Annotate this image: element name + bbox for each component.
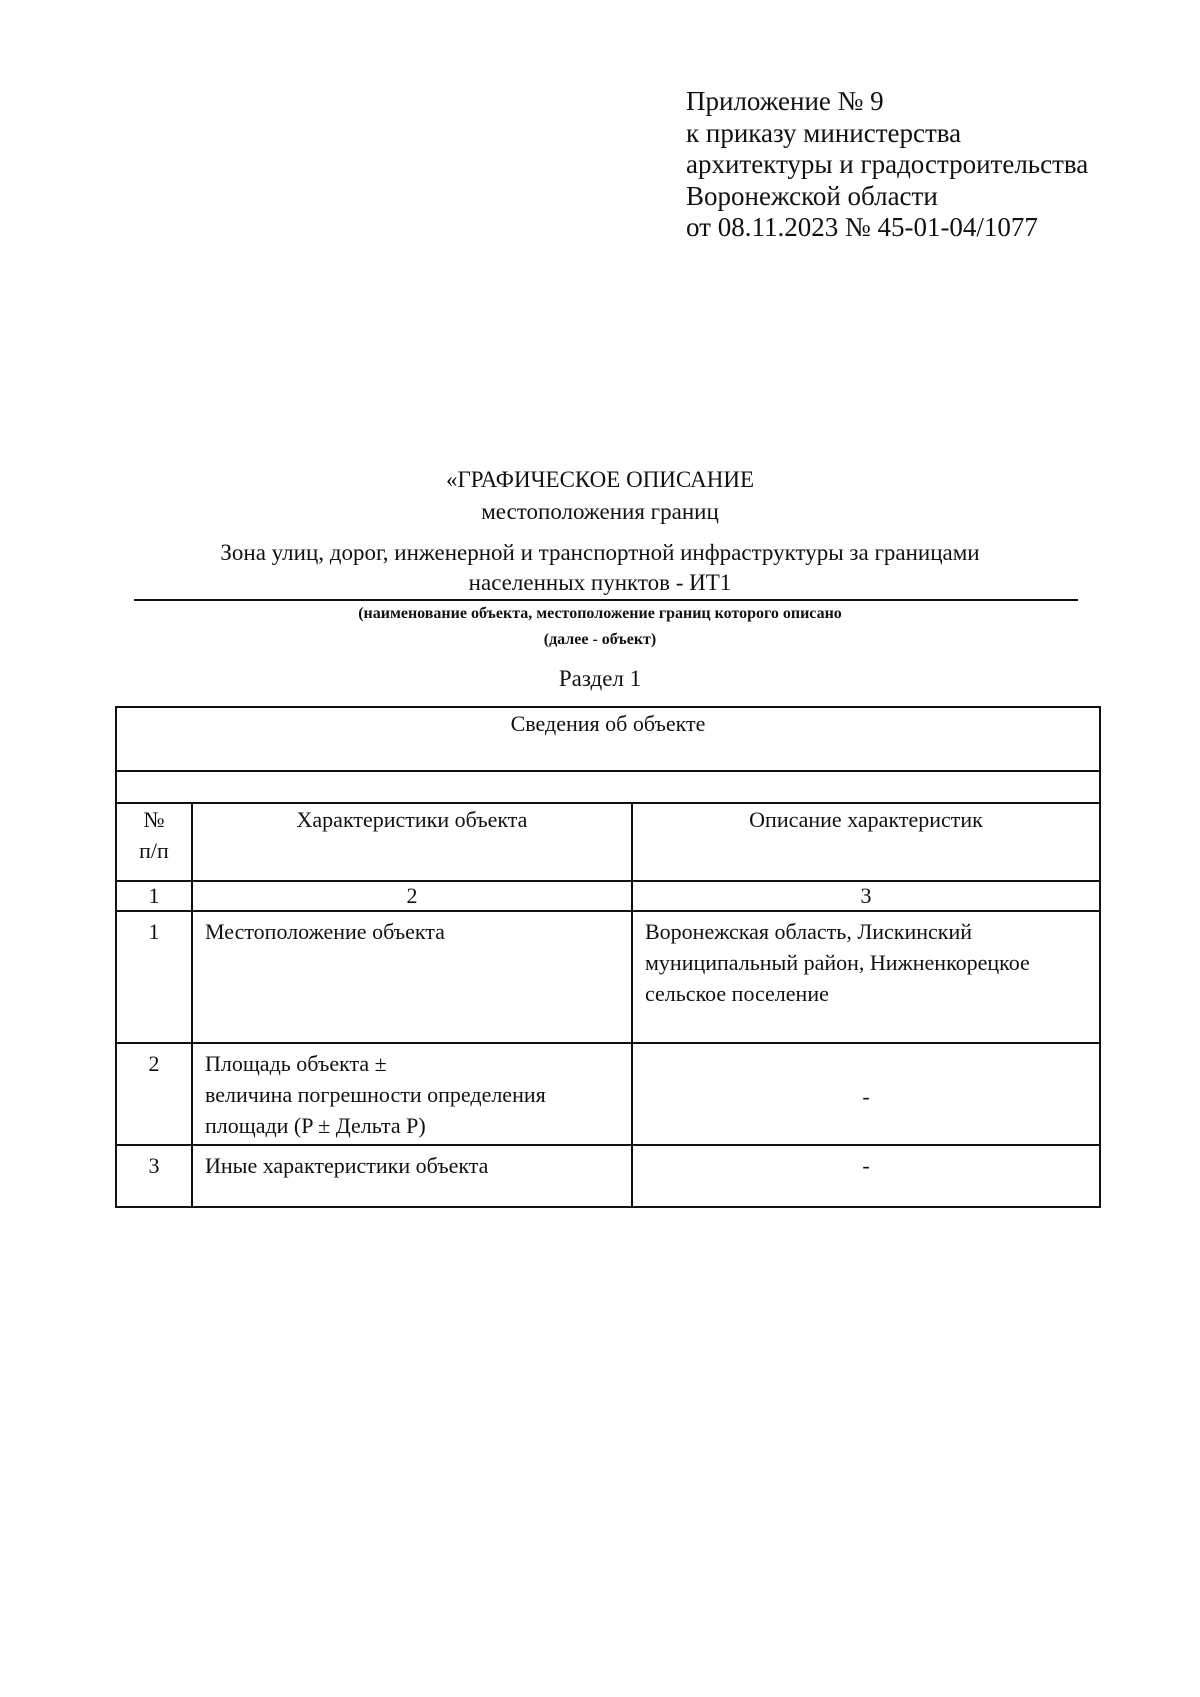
section-label: Раздел 1 (558, 666, 642, 691)
table-row (116, 1145, 1100, 1207)
column-header-number-line: п/п (139, 838, 169, 863)
row-characteristic-line: величина погрешности определения (205, 1082, 546, 1107)
table-row (116, 911, 1100, 1043)
row-description: - (632, 1043, 1100, 1145)
row-characteristic: Иные характеристики объекта (192, 1145, 632, 1207)
row-characteristic: Местоположение объекта (192, 911, 632, 1043)
row-description: Воронежская область, Лискинский муниципальный район, Нижненкорецкое сельское поселение (632, 911, 1100, 1043)
column-index: 3 (632, 881, 1100, 911)
column-index: 2 (192, 881, 632, 911)
column-header-description: Описание характеристик (632, 803, 1100, 881)
appendix-line: Воронежской области (686, 180, 938, 211)
appendix-block (686, 86, 1088, 244)
row-characteristic (192, 1043, 632, 1145)
row-number: 2 (116, 1043, 192, 1145)
column-header-number (116, 803, 192, 881)
table-row (116, 1043, 1100, 1145)
object-info-table (115, 706, 1101, 1208)
table-empty-row (116, 771, 1100, 803)
column-header-number-line: № (143, 807, 165, 832)
appendix-line: от 08.11.2023 № 45-01-04/1077 (686, 212, 1038, 242)
caption-line: (наименование объекта, местоположение границ которого описано (358, 605, 842, 622)
document-subtitle: местоположения границ (481, 499, 719, 524)
appendix-line: Приложение № 9 (686, 86, 884, 116)
row-number: 1 (116, 911, 192, 1043)
row-characteristic-line: Площадь объекта ± (205, 1051, 387, 1076)
object-caption (120, 601, 1080, 653)
column-header-characteristics: Характеристики объекта (192, 803, 632, 881)
object-name (120, 538, 1080, 598)
column-index: 1 (116, 881, 192, 911)
appendix-line: к приказу министерства (686, 117, 962, 148)
document-title: «ГРАФИЧЕСКОЕ ОПИСАНИЕ (445, 467, 754, 492)
row-characteristic-line: площади (P ± Дельта P) (205, 1113, 426, 1138)
caption-line: (далее - объект) (543, 631, 657, 648)
row-description: - (632, 1145, 1100, 1207)
row-number: 3 (116, 1145, 192, 1207)
table-header: Сведения об объекте (116, 707, 1100, 771)
object-name-line: Зона улиц, дорог, инженерной и транспортной инфраструктуры за границами (220, 540, 980, 565)
object-name-line: населенных пунктов - ИТ1 (468, 570, 732, 595)
appendix-line: архитектуры и градостроительства (686, 149, 1089, 179)
